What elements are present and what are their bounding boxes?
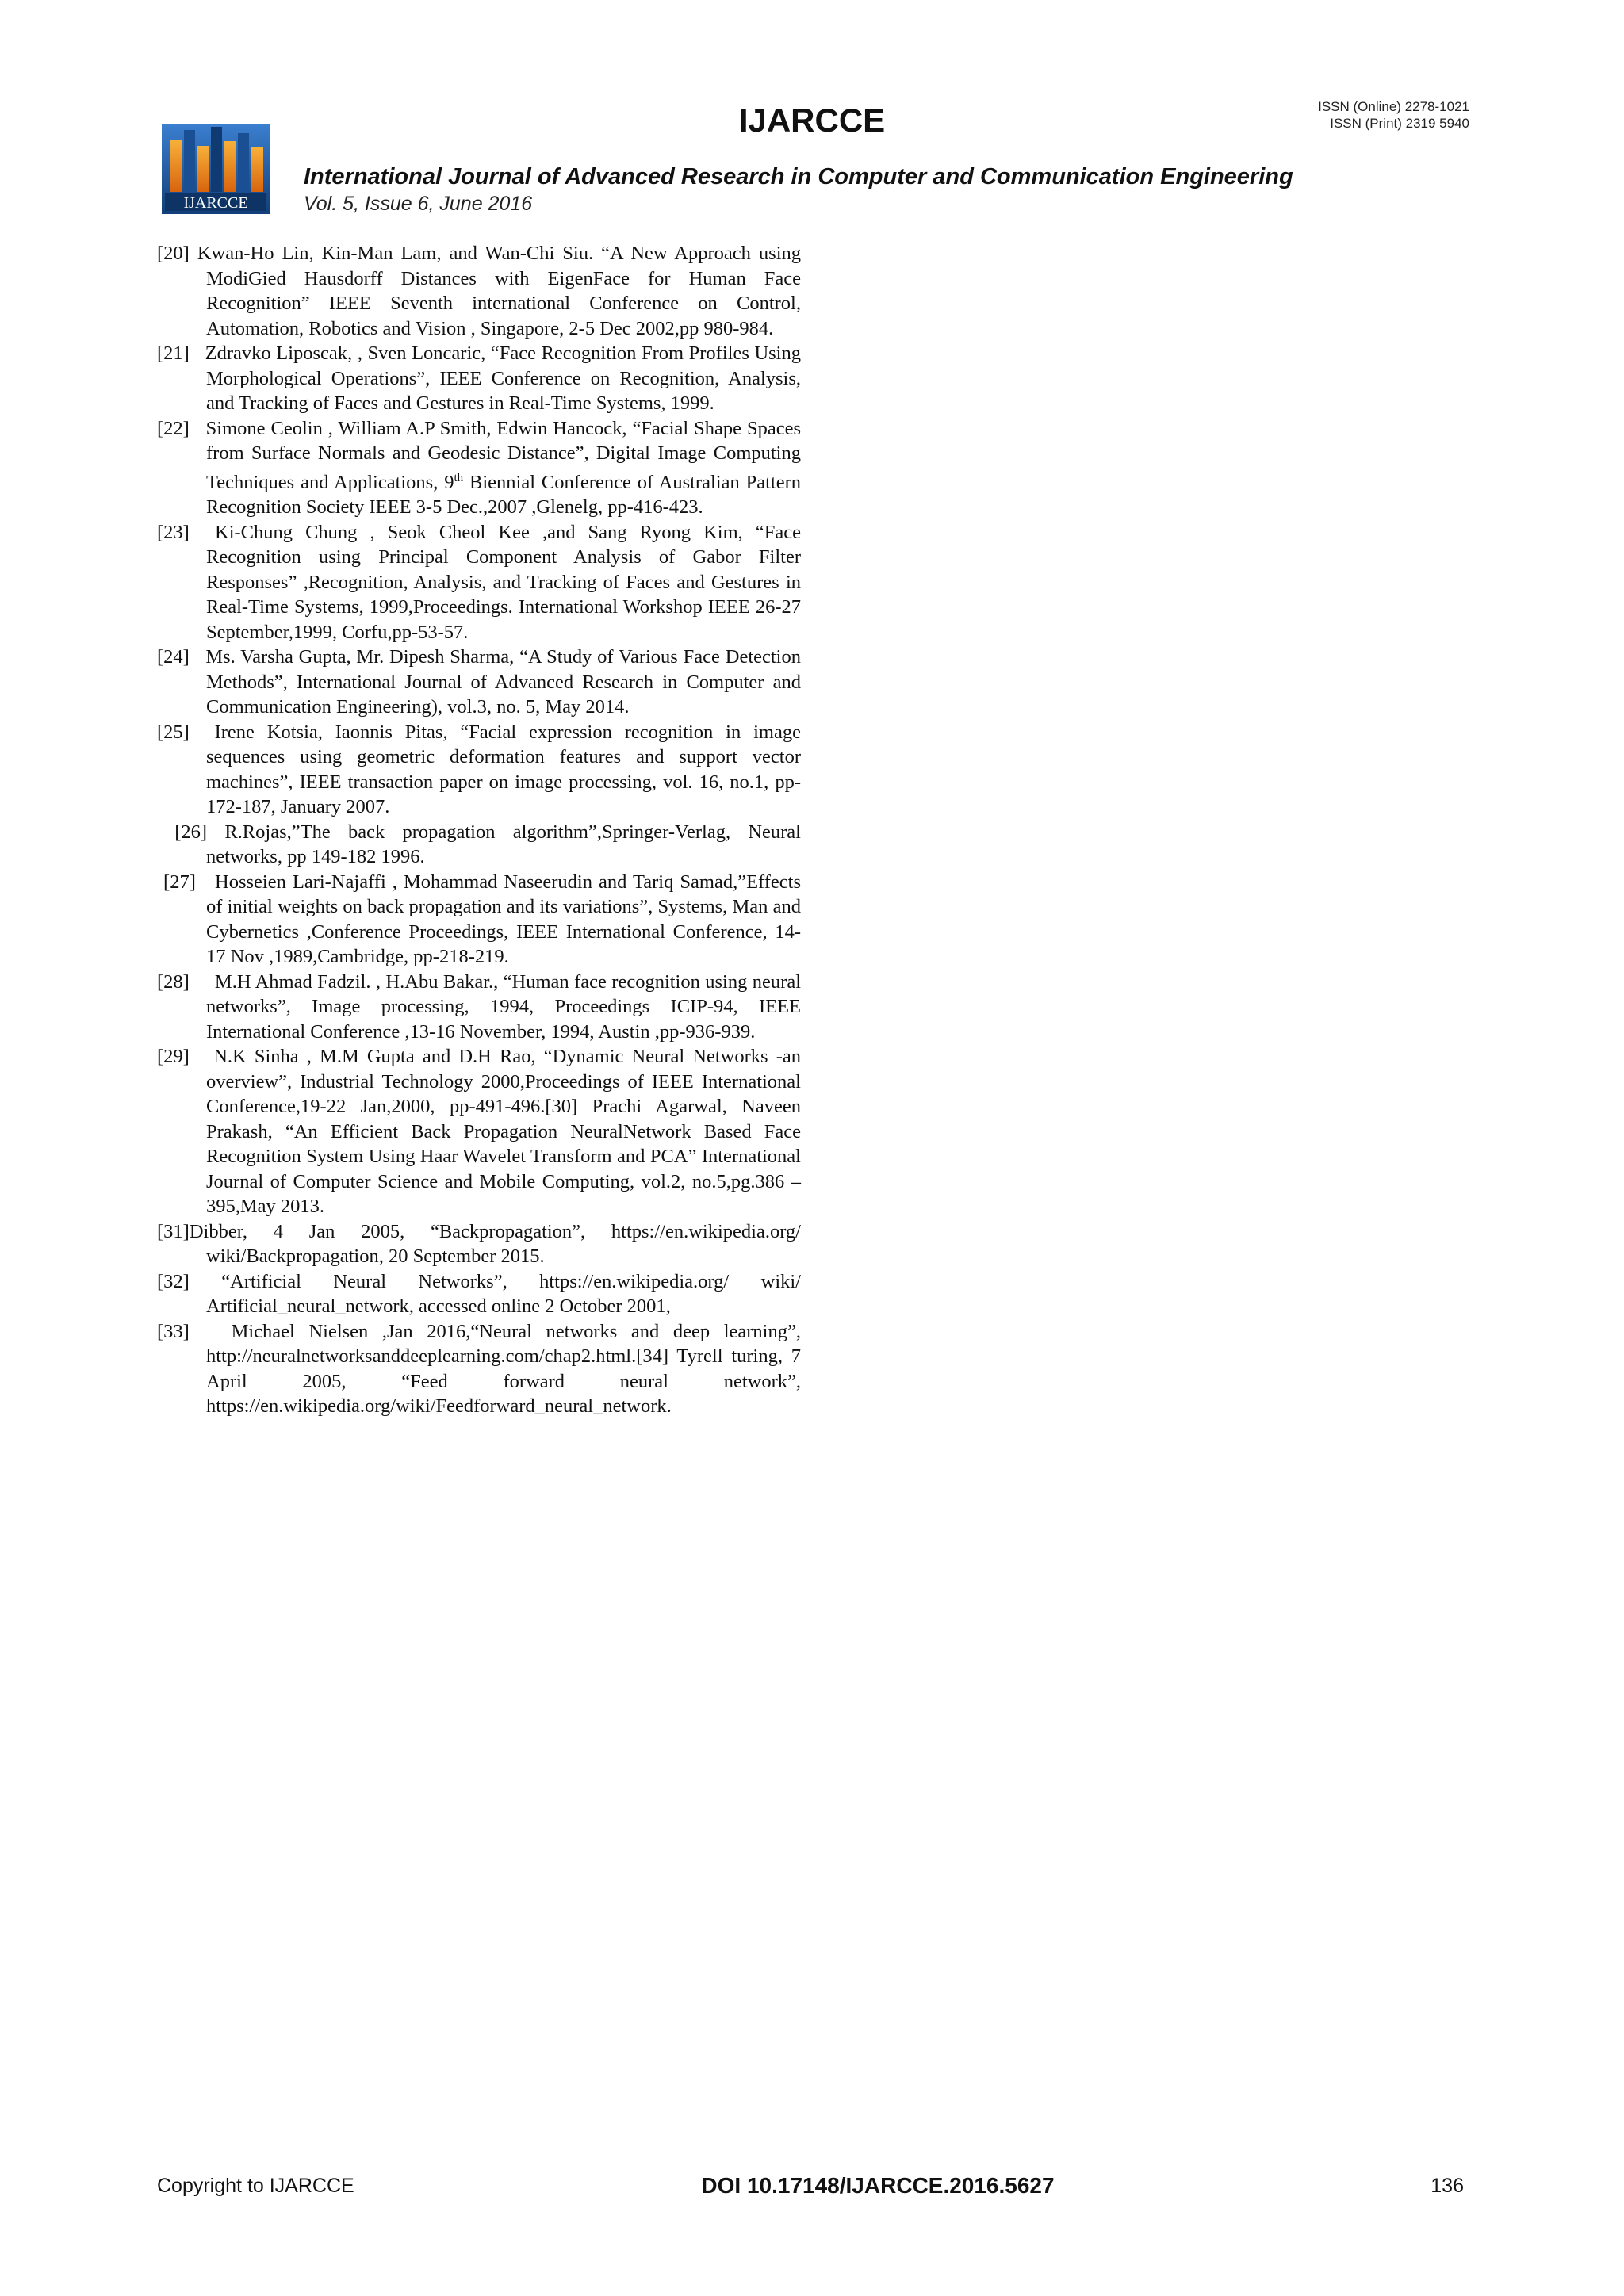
reference-item <box>157 416 801 520</box>
footer-doi: DOI 10.17148/IJARCCE.2016.5627 <box>701 2173 1055 2198</box>
reference-item <box>157 341 801 416</box>
reference-number: [32] <box>157 1270 222 1292</box>
reference-number: [23] <box>157 521 215 543</box>
reference-number: [26] <box>157 821 225 843</box>
reference-item <box>157 241 801 341</box>
reference-number: [25] <box>157 721 215 743</box>
reference-item <box>157 720 801 820</box>
logo-text: IJARCCE <box>183 194 248 212</box>
reference-item <box>157 1044 801 1219</box>
issn-online: ISSN (Online) 2278-1021 <box>1318 99 1469 114</box>
reference-item <box>157 1319 801 1419</box>
reference-number: [22] <box>157 417 206 439</box>
reference-number: [21] <box>157 342 205 364</box>
reference-item <box>157 870 801 970</box>
footer-copyright: Copyright to IJARCCE <box>157 2175 354 2197</box>
reference-item <box>157 970 801 1045</box>
journal-full-title: International Journal of Advanced Research in Computer and Communication Engineering <box>304 164 1293 189</box>
reference-text: “Artificial Neural Networks”, https://en.wikipedia.org/ wiki/ Artificial_neural_network, accessed online 2 October 2001, <box>206 1270 801 1318</box>
reference-text: N.K Sinha , M.M Gupta and D.H Rao, “Dynamic Neural Networks -an overview”, Industrial Technology 2000,Proceedings of IEEE International Conference,19-22 Jan,2000, pp-491-496.[30] Prachi Agarwal, Naveen Prakash, “An Efficient Back Propagation NeuralNetwork Based Face Recognition System Using Haar Wavelet Transform and PCA” International Journal of Computer Science and Mobile Computing, vol.2, no.5,pg.386 – 395,May 2013. <box>206 1046 801 1218</box>
reference-text: R.Rojas,”The back propagation algorithm”,Springer-Verlag, Neural networks, pp 149-182 1996. <box>206 821 801 868</box>
reference-text: Michael Nielsen ,Jan 2016,“Neural networks and deep learning”, http://neuralnetworksanddeeplearning.com/chap2.html.[34] Tyrell turing, 7 April 2005, “Feed forward neural network”, https://en.wikipedia.org/wiki/Feedforward_neural_network. <box>206 1320 801 1418</box>
reference-number: [28] <box>157 970 215 993</box>
reference-item <box>157 820 801 870</box>
journal-logo <box>162 124 270 214</box>
references-list <box>157 241 801 1419</box>
reference-number: [24] <box>157 646 206 668</box>
reference-number: [20] <box>157 243 197 264</box>
journal-abbreviation: IJARCCE <box>738 101 886 139</box>
reference-text: Simone Ceolin , William A.P Smith, Edwin Hancock, “Facial Shape Spaces from Surface Normals and Geodesic Distance”, Digital Image Computing Techniques and Applications, 9 <box>205 417 801 493</box>
reference-item <box>157 1269 801 1319</box>
volume-issue: Vol. 5, Issue 6, June 2016 <box>304 193 533 215</box>
reference-number: [33] <box>157 1320 232 1342</box>
reference-number: [31] <box>157 1220 190 1242</box>
reference-text: Hosseien Lari-Najaffi , Mohammad Naseerudin and Tariq Samad,”Effects of initial weights on back propagation and its variations”, Systems, Man and Cybernetics ,Conference Proceedings, IEEE International Conference, 14-17 Nov ,1989,Cambridge, pp-218-219. <box>206 871 801 968</box>
reference-item <box>157 645 801 720</box>
reference-item <box>157 1219 801 1269</box>
reference-text: M.H Ahmad Fadzil. , H.Abu Bakar., “Human face recognition using neural networks”, Image processing, 1994, Proceedings ICIP-94, IEEE International Conference ,13-16 November, 1994, Austin ,pp-936-939. <box>206 970 801 1043</box>
reference-text: Zdravko Liposcak, , Sven Loncaric, “Face Recognition From Profiles Using Morphological Operations”, IEEE Conference on Recognition, Analysis, and Tracking of Faces and Gestures in Real-Time Systems, 1999. <box>205 342 801 414</box>
reference-text: Ms. Varsha Gupta, Mr. Dipesh Sharma, “A Study of Various Face Detection Methods”, International Journal of Advanced Research in Computer and Communication Engineering), vol.3, no. 5, May 2014. <box>205 646 801 718</box>
reference-text: Dibber, 4 Jan 2005, “Backpropagation”, https://en.wikipedia.org/ wiki/Backpropagation, 20 September 2015. <box>189 1220 801 1268</box>
reference-number: [29] <box>157 1046 214 1068</box>
reference-text: Ki-Chung Chung , Seok Cheol Kee ,and Sang Ryong Kim, “Face Recognition using Principal Component Analysis of Gabor Filter Responses” ,Recognition, Analysis, and Tracking of Faces and Gestures in Real-Time Systems, 1999,Proceedings. International Workshop IEEE 26-27 September,1999, Corfu,pp-53-57. <box>206 521 801 643</box>
reference-text: Kwan-Ho Lin, Kin-Man Lam, and Wan-Chi Siu. “A New Approach using ModiGied Hausdorff Distances with EigenFace for Human Face Recognition” IEEE Seventh international Conference on Control, Automation, Robotics and Vision , Singapore, 2-5 Dec 2002,pp 980-984. <box>197 243 801 339</box>
issn-print: ISSN (Print) 2319 5940 <box>1330 116 1469 131</box>
reference-superscript: th <box>454 471 464 484</box>
reference-item <box>157 520 801 645</box>
reference-text-continued: Biennial Conference of Australian Pattern Recognition Society IEEE 3-5 Dec.,2007 ,Glenelg, pp-416-423. <box>206 471 801 519</box>
reference-text: Irene Kotsia, Iaonnis Pitas, “Facial expression recognition in image sequences using geometric deformation features and support vector machines”, IEEE transaction paper on image processing, vol. 16, no.1, pp-172-187, January 2007. <box>206 721 801 818</box>
reference-number: [27] <box>157 871 215 893</box>
page-number: 136 <box>1431 2175 1464 2197</box>
issn-block <box>1216 98 1469 132</box>
